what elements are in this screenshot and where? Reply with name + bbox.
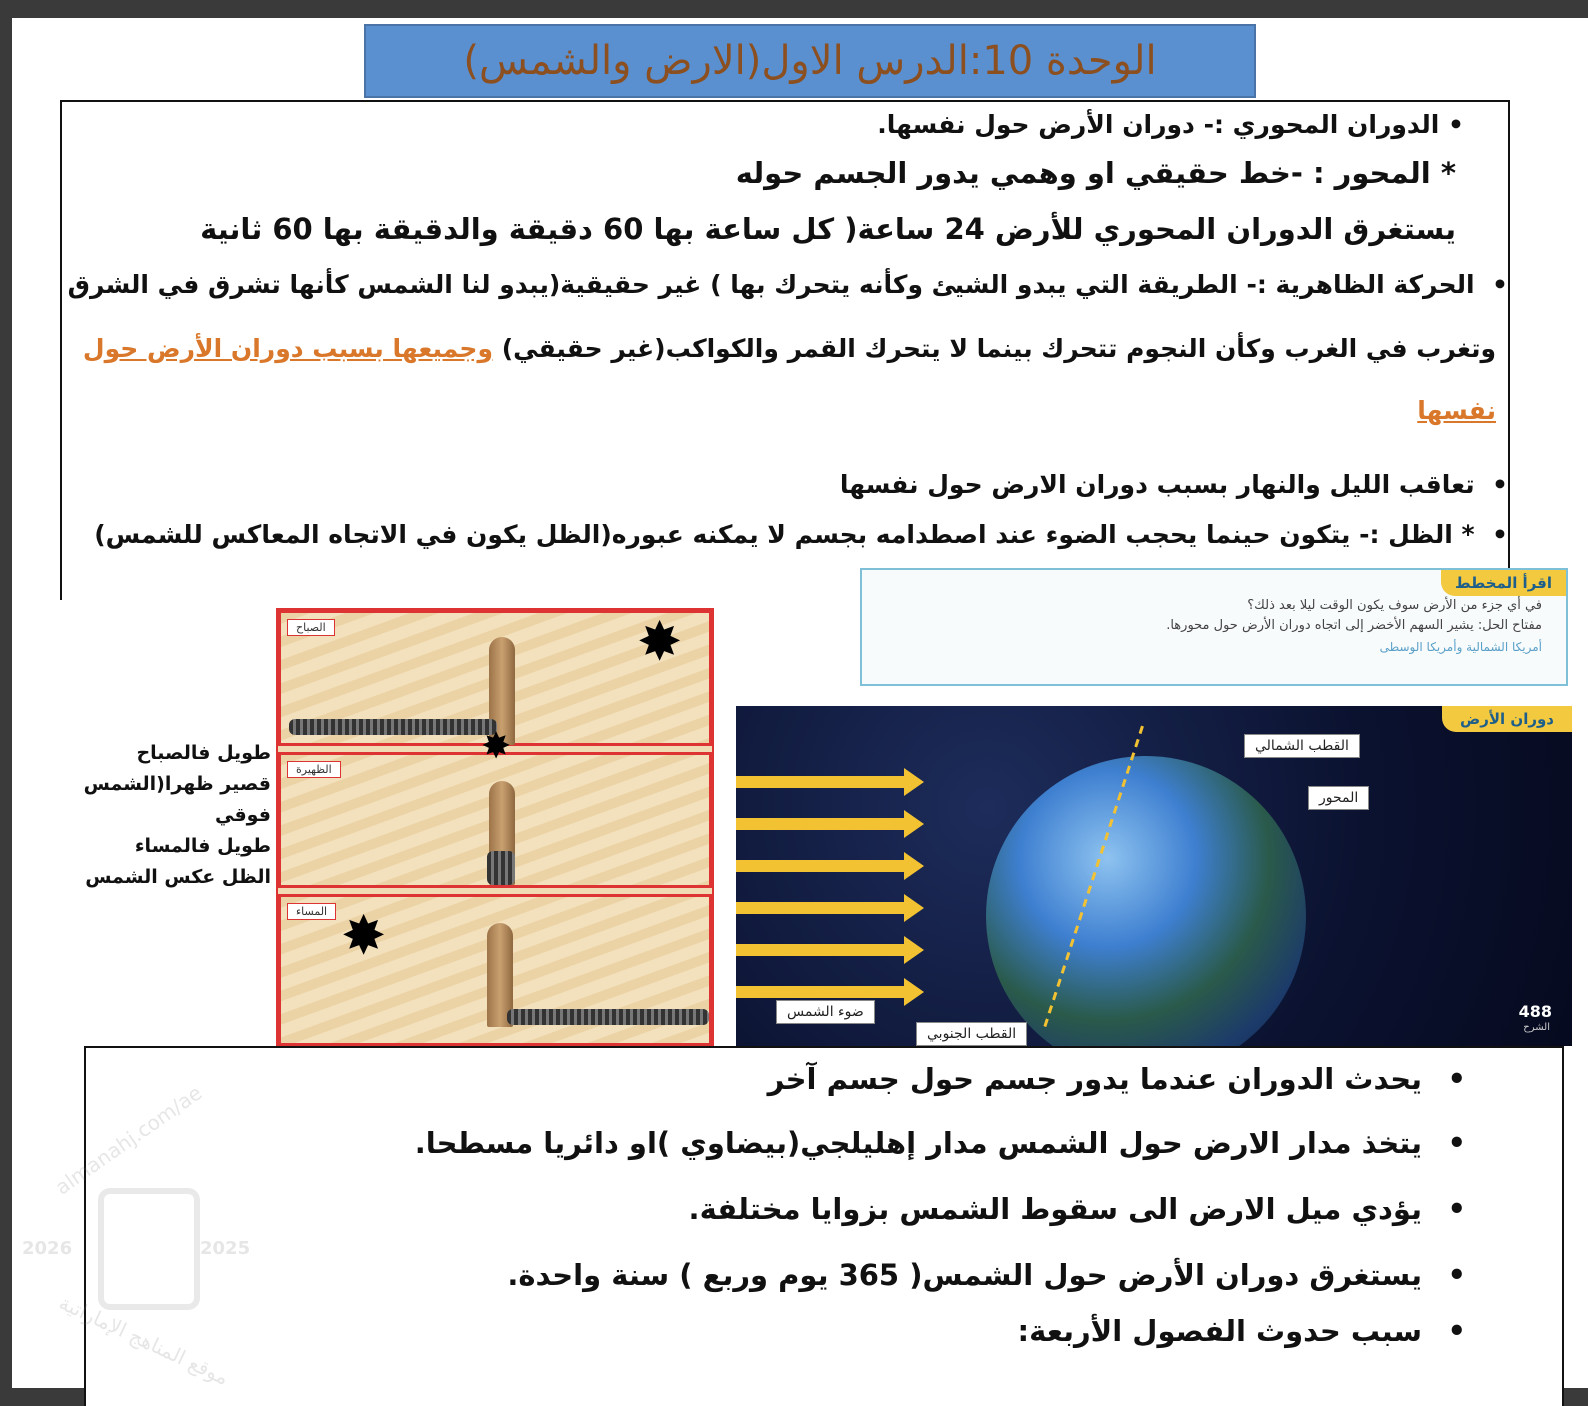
read-diagram-box bbox=[860, 568, 1568, 686]
page-number: 488 bbox=[1518, 1002, 1552, 1021]
text-line-apparent-motion-cont: وتغرب في الغرب وكأن النجوم تتحرك بينما لا يتحرك القمر والكواكب(غير حقيقي) وجميعها بسبب دوران الأرض حول bbox=[82, 334, 1496, 363]
earth-globe bbox=[986, 756, 1306, 1076]
sunlight-arrow bbox=[736, 818, 906, 830]
page-subtitle: الشرح bbox=[1523, 1022, 1550, 1033]
diagram-question: في أي جزء من الأرض سوف يكون الوقت ليلا بعد ذلك؟ bbox=[1247, 598, 1542, 613]
note-morning: طويل فالصباح bbox=[136, 742, 271, 764]
sun-icon: ✸ bbox=[637, 610, 683, 673]
earth-figure-tab: دوران الأرض bbox=[1442, 706, 1572, 732]
shadow-morning bbox=[289, 719, 497, 735]
sunlight-arrow bbox=[736, 944, 906, 956]
section-revolution-box bbox=[84, 1046, 1564, 1406]
sun-icon: ✸ bbox=[341, 904, 387, 967]
text-line-shadow: • * الظل :- يتكون حينما يحجب الضوء عند اصطدامه بجسم لا يمكنه عبوره(الظل يكون في الاتجاه المعاكس للشمس) bbox=[94, 520, 1508, 549]
sun-icon: ✸ bbox=[481, 726, 512, 767]
sunlight-arrow bbox=[736, 902, 906, 914]
text-line-axis: * المحور : -خط حقيقي او وهمي يدور الجسم حوله bbox=[735, 156, 1456, 190]
text-line-rotation-duration: يستغرق الدوران المحوري للأرض 24 ساعة( كل ساعة بها 60 دقيقة والدقيقة بها 60 ثانية bbox=[200, 212, 1456, 246]
document-page bbox=[12, 18, 1588, 1388]
label-sunlight: ضوء الشمس bbox=[776, 1000, 875, 1024]
shadow-noon bbox=[487, 851, 515, 885]
shadow-side-notes bbox=[26, 738, 271, 893]
sunlight-arrow bbox=[736, 986, 906, 998]
text-line-seasons: • سبب حدوث الفصول الأربعة: bbox=[1017, 1314, 1466, 1348]
text-line-year: • يستغرق دوران الأرض حول الشمس( 365 يوم وربع ) سنة واحدة. bbox=[507, 1258, 1466, 1292]
panel-label-morning: الصباح bbox=[287, 619, 335, 636]
panel-label-evening: المساء bbox=[287, 903, 336, 920]
panel-noon bbox=[278, 726, 712, 888]
lesson-title: الوحدة 10:الدرس الاول(الارض والشمس) bbox=[463, 38, 1157, 84]
highlight-earth-rotation: وجميعها بسبب دوران الأرض حول bbox=[82, 334, 493, 363]
text-line-revolution: • يحدث الدوران عندما يدور جسم حول جسم آخر bbox=[767, 1062, 1466, 1096]
note-noon: قصير ظهرا(الشمس فوقي bbox=[83, 773, 271, 826]
earth-rotation-figure bbox=[736, 706, 1572, 1046]
text-line-apparent-motion: • الحركة الظاهرية :- الطريقة التي يبدو الشيئ وكأنه يتحرك بها ) غير حقيقية(يبدو لنا الشمس كأنها تشرق في الشرق bbox=[67, 270, 1508, 299]
section-rotation-box bbox=[60, 100, 1510, 600]
diagram-hint: مفتاح الحل: يشير السهم الأخضر إلى اتجاه دوران الأرض حول محورها. bbox=[1166, 618, 1542, 633]
phone-icon bbox=[98, 1188, 200, 1310]
text-line-apparent-motion-end: نفسها bbox=[1417, 396, 1496, 425]
label-north-pole: القطب الشمالي bbox=[1244, 734, 1360, 758]
watermark-logo: almanahj.com/ae 2026 2025 موقع المناهج الإماراتية bbox=[22, 1080, 251, 1390]
note-opposite: الظل عكس الشمس bbox=[85, 866, 271, 888]
read-diagram-tab: اقرأ المخطط bbox=[1441, 570, 1566, 596]
text-line-day-night: • تعاقب الليل والنهار بسبب دوران الارض حول نفسها bbox=[839, 470, 1508, 499]
text-line-axial-rotation: • الدوران المحوري :- دوران الأرض حول نفسها. bbox=[877, 110, 1464, 139]
diagram-answer: أمريكا الشمالية وأمريكا الوسطى bbox=[1379, 640, 1542, 654]
note-evening: طويل فالمساء bbox=[134, 835, 271, 857]
shadow-figure bbox=[276, 608, 714, 1048]
sunlight-arrow bbox=[736, 776, 906, 788]
text-line-tilt: • يؤدي ميل الارض الى سقوط الشمس بزوايا مختلفة. bbox=[688, 1192, 1466, 1226]
lesson-title-box bbox=[364, 24, 1256, 98]
panel-evening bbox=[278, 894, 712, 1046]
label-axis: المحور bbox=[1308, 786, 1369, 810]
shadow-evening bbox=[507, 1009, 709, 1025]
label-south-pole: القطب الجنوبي bbox=[916, 1022, 1027, 1046]
text-line-orbit: • يتخذ مدار الارض حول الشمس مدار إهليلجي(بيضاوي )او دائريا مسطحا. bbox=[414, 1126, 1466, 1160]
panel-label-noon: الظهيرة bbox=[287, 761, 341, 778]
sunlight-arrow bbox=[736, 860, 906, 872]
